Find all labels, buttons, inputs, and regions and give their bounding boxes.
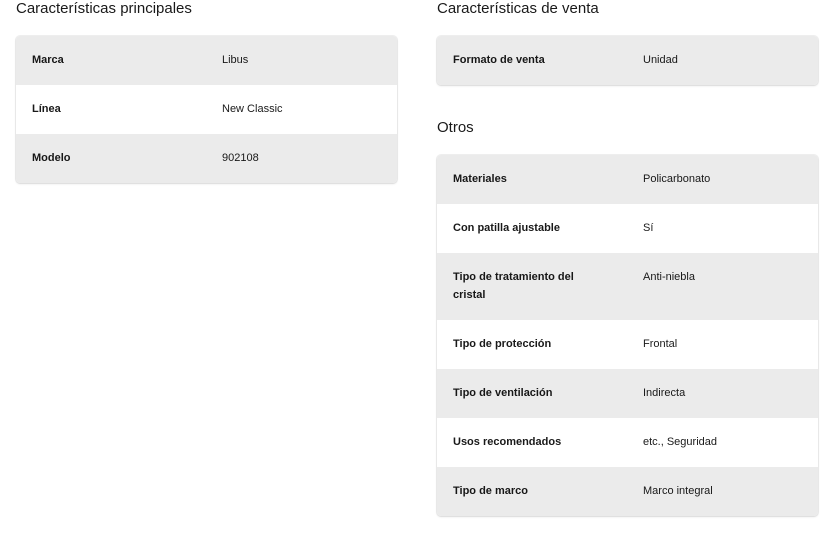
sale-features-title: Características de venta <box>437 0 599 17</box>
spec-row-recommended-uses <box>437 418 818 467</box>
spec-value: Policarbonato <box>643 173 711 185</box>
spec-row-ventilation-type <box>437 369 818 418</box>
spec-value: Marco integral <box>643 485 713 497</box>
spec-row-brand <box>16 36 397 85</box>
spec-value: etc., Seguridad <box>643 436 717 448</box>
spec-label: Modelo <box>32 152 71 164</box>
others-title: Otros <box>437 119 474 136</box>
spec-row-line <box>16 85 397 134</box>
spec-row-materials <box>437 155 818 204</box>
spec-value: Sí <box>643 222 654 234</box>
spec-value: 902108 <box>222 152 259 164</box>
spec-label: Tipo de ventilación <box>453 387 553 399</box>
spec-label: Tipo de marco <box>453 485 528 497</box>
main-features-table <box>16 36 397 183</box>
spec-label: Formato de venta <box>453 54 545 66</box>
spec-row-sale-format <box>437 36 818 85</box>
spec-label: Tipo de tratamiento del cristal <box>453 271 574 301</box>
spec-row-model <box>16 134 397 183</box>
spec-row-adjustable-temple <box>437 204 818 253</box>
sale-features-table <box>437 36 818 85</box>
spec-value: Indirecta <box>643 387 686 399</box>
spec-label: Tipo de protección <box>453 338 552 350</box>
spec-value: Frontal <box>643 338 678 350</box>
spec-row-lens-treatment <box>437 253 818 320</box>
spec-value: Anti-niebla <box>643 271 695 283</box>
main-features-title: Características principales <box>16 0 192 17</box>
spec-value: Libus <box>222 54 249 66</box>
spec-label: Línea <box>32 103 61 115</box>
spec-value: Unidad <box>643 54 678 66</box>
spec-row-protection-type <box>437 320 818 369</box>
spec-row-frame-type <box>437 467 818 516</box>
spec-label: Materiales <box>453 173 507 185</box>
spec-label: Usos recomendados <box>453 436 562 448</box>
others-table <box>437 155 818 516</box>
spec-label: Con patilla ajustable <box>453 222 560 234</box>
spec-value: New Classic <box>222 103 283 115</box>
spec-label: Marca <box>32 54 64 66</box>
